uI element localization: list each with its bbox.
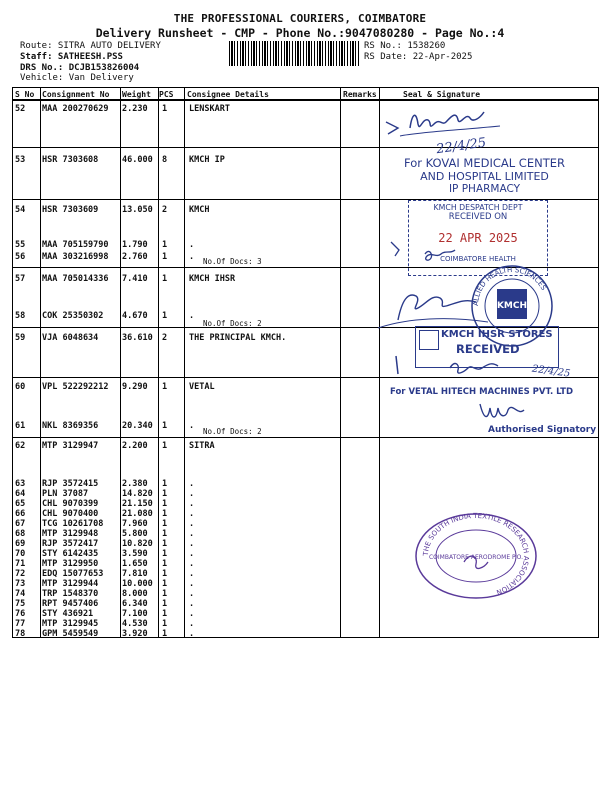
despatch-line4: COIMBATORE HEALTH [440,255,516,263]
row-pcs: 2 [162,205,168,215]
nodocs-2: No.Of Docs: 2 [203,319,262,328]
row-pcs: 1 [162,569,168,579]
row-consignment-no: MAA 705159790 [42,240,109,250]
row-consignment-no: PLN 37087 [42,489,89,499]
row-sno: 57 [15,274,26,284]
row-consignment-no: RJP 3572415 [42,479,99,489]
despatch-line2: RECEIVED ON [448,212,508,222]
sig-ihsr-date: 22/4/25 [531,363,571,380]
row-pcs: 1 [162,382,168,392]
ihsr-line1: KMCH IHSR STORES [441,329,553,340]
route: Route: SITRA AUTO DELIVERY [20,41,161,51]
ihsr-line2: RECEIVED [456,342,520,356]
row-weight: 3.590 [122,549,148,559]
barcode [229,41,359,66]
row-sno: 72 [15,569,26,579]
row-pcs: 1 [162,499,168,509]
row-sno: 54 [15,205,26,215]
row-consignee: . [189,569,195,579]
row-sno: 64 [15,489,26,499]
row-weight: 5.800 [122,529,148,539]
row-weight: 46.000 [122,155,153,165]
row-weight: 8.000 [122,589,148,599]
signature-lenskart [380,100,510,160]
row-pcs: 1 [162,421,168,431]
row-pcs: 8 [162,155,168,165]
row-consignee: . [189,519,195,529]
row-weight: 7.810 [122,569,148,579]
row-pcs: 1 [162,104,168,114]
row-sno: 65 [15,499,26,509]
row-sno: 66 [15,509,26,519]
row-weight: 21.080 [122,509,153,519]
drs-no: DRS No.: DCJB15382600​4 [20,63,140,73]
row-consignee: . [189,629,195,639]
header-company: THE PROFESSIONAL COURIERS, COIMBATORE [173,12,427,25]
sitra-seal [408,510,544,600]
col-weight: Weight [122,90,151,99]
vetal-stamp-line2: Authorised Signatory [488,425,597,435]
nodocs-1: No.Of Docs: 3 [203,257,262,266]
row-consignee: THE PRINCIPAL KMCH. [189,333,287,343]
row-consignee: . [189,609,195,619]
row-pcs: 1 [162,240,168,250]
row-sno: 60 [15,382,26,392]
row-weight: 6.340 [122,599,148,609]
row-pcs: 1 [162,579,168,589]
row-consignment-no: CHL 9070400 [42,509,99,519]
row-weight: 2.760 [122,252,148,262]
row-pcs: 1 [162,311,168,321]
row-pcs: 1 [162,549,168,559]
row-consignee: SITRA [189,441,215,451]
row-pcs: 1 [162,509,168,519]
row-consignee: . [189,509,195,519]
rs-no: RS No.: 1538260 [364,41,446,51]
vehicle: Vehicle: Van Delivery [20,73,134,83]
kovai-line2: AND HOSPITAL LIMITED [420,170,549,183]
row-weight: 14.820 [122,489,153,499]
row-sno: 71 [15,559,26,569]
row-weight: 10.820 [122,539,153,549]
row-weight: 10.000 [122,579,153,589]
row-weight: 20.340 [122,421,153,431]
row-weight: 7.410 [122,274,148,284]
col-sno: S No [15,90,35,99]
row-consignment-no: MTP 3129944 [42,579,99,589]
sig1-date: 22/4/25 [435,135,488,158]
row-sno: 59 [15,333,26,343]
row-pcs: 1 [162,529,168,539]
row-consignment-no: MTP 3129947 [42,441,99,451]
row-pcs: 1 [162,609,168,619]
vetal-stamp-line1: For VETAL HITECH MACHINES PVT. LTD [390,387,574,397]
signature-ihsr [378,280,488,330]
row-consignment-no: MAA 200270629 [42,104,109,114]
row-consignment-no: MTP 3129950 [42,559,99,569]
row-weight: 3.920 [122,629,148,639]
row-pcs: 1 [162,441,168,451]
row-consignment-no: NKL 8369356 [42,421,99,431]
row-consignment-no: MTP 3129948 [42,529,99,539]
row-consignee: . [189,489,195,499]
sitra-center-text: COIMBATORE AERODROME P.O. [428,554,524,561]
row-consignment-no: MAA 303216998 [42,252,109,262]
row-sno: 67 [15,519,26,529]
row-pcs: 1 [162,252,168,262]
row-consignee: VETAL [189,382,215,392]
row-weight: 13.050 [122,205,153,215]
row-consignment-no: GPM 5459549 [42,629,99,639]
col-remarks: Remarks [343,90,377,99]
row-consignment-no: RJP 3572417 [42,539,99,549]
sitra-ring-text: THE SOUTH INDIA TEXTILE RESEARCH ASSOCIATION [421,511,531,597]
row-consignee: . [189,311,195,321]
row-pcs: 1 [162,274,168,284]
row-consignment-no: RPT 9457406 [42,599,99,609]
row-weight: 2.380 [122,479,148,489]
row-consignment-no: MTP 3129945 [42,619,99,629]
row-pcs: 1 [162,619,168,629]
kovai-line1: For KOVAI MEDICAL CENTER [403,156,565,170]
row-pcs: 1 [162,589,168,599]
row-consignee: KMCH IP [189,155,225,165]
row-pcs: 1 [162,539,168,549]
row-pcs: 1 [162,519,168,529]
row-weight: 2.200 [122,441,148,451]
row-weight: 21.150 [122,499,153,509]
rs-date: RS Date: 22-Apr-2025 [364,52,473,62]
row-sno: 70 [15,549,26,559]
kovai-line3: IP PHARMACY [448,183,521,195]
col-seal: Seal & Signature [403,90,481,99]
col-consignee: Consignee Details [187,90,269,99]
row-consignment-no: EDQ 15077653 [42,569,104,579]
row-weight: 4.530 [122,619,148,629]
row-pcs: 2 [162,333,168,343]
row-weight: 1.790 [122,240,148,250]
header-title: Delivery Runsheet - CMP - Phone No.:9047080280 - Page No.:4 [95,26,505,40]
row-consignee: . [189,599,195,609]
row-consignment-no: CHL 9070399 [42,499,99,509]
row-weight: 1.650 [122,559,148,569]
row-consignee: . [189,619,195,629]
row-sno: 73 [15,579,26,589]
row-consignee: KMCH [189,205,210,215]
despatch-line1: KMCH DESPATCH DEPT [433,203,523,212]
signature-principal [390,348,590,384]
row-sno: 76 [15,609,26,619]
row-sno: 68 [15,529,26,539]
row-weight: 2.230 [122,104,148,114]
row-sno: 56 [15,252,26,262]
row-sno: 62 [15,441,26,451]
row-sno: 55 [15,240,26,250]
row-pcs: 1 [162,559,168,569]
row-consignment-no: HSR 7303608 [42,155,99,165]
row-consignee: LENSKART [189,104,230,114]
row-sno: 63 [15,479,26,489]
nodocs-3: No.Of Docs: 2 [203,427,262,436]
staff: Staff: SATHEESH.PSS [20,52,123,62]
row-consignment-no: VJA 6048634 [42,333,99,343]
row-consignee: . [189,240,195,250]
row-sno: 77 [15,619,26,629]
row-sno: 74 [15,589,26,599]
row-pcs: 1 [162,479,168,489]
kmch-logo: KMCH [496,301,528,311]
row-sno: 52 [15,104,26,114]
row-consignment-no: MAA 705014336 [42,274,109,284]
row-sno: 61 [15,421,26,431]
row-consignee: . [189,559,195,569]
row-weight: 4.670 [122,311,148,321]
row-weight: 36.610 [122,333,153,343]
row-pcs: 1 [162,629,168,639]
row-consignee: . [189,539,195,549]
row-consignee: . [189,479,195,489]
row-consignee: . [189,579,195,589]
row-sno: 69 [15,539,26,549]
row-consignment-no: VPL 522292212 [42,382,109,392]
row-consignment-no: TCG 10261708 [42,519,104,529]
row-consignment-no: HSR 7303609 [42,205,99,215]
row-consignee: . [189,499,195,509]
kovai-stamp [372,156,597,195]
row-sno: 58 [15,311,26,321]
row-consignment-no: STY 6142435 [42,549,99,559]
row-weight: 7.100 [122,609,148,619]
row-sno: 75 [15,599,26,609]
row-consignee: . [189,589,195,599]
row-consignment-no: STY 436921 [42,609,94,619]
row-sno: 53 [15,155,26,165]
row-sno: 78 [15,629,26,639]
col-consignment: Consignment No [42,90,110,99]
row-pcs: 1 [162,489,168,499]
row-consignee: . [189,529,195,539]
row-consignee: . [189,421,195,431]
despatch-date: 22 APR 2025 [438,231,518,245]
row-weight: 7.960 [122,519,148,529]
row-consignee: KMCH IHSR [189,274,236,284]
row-consignment-no: COK 25350302 [42,311,104,321]
ihsr-logo-box [419,330,439,350]
row-consignment-no: TRP 1548370 [42,589,99,599]
col-pcs: PCS [159,90,174,99]
allied-ring-text: ALLIED HEALTH SCIENCES [471,265,548,307]
row-weight: 9.290 [122,382,148,392]
row-consignee: . [189,252,195,262]
row-consignee: . [189,549,195,559]
row-pcs: 1 [162,599,168,609]
